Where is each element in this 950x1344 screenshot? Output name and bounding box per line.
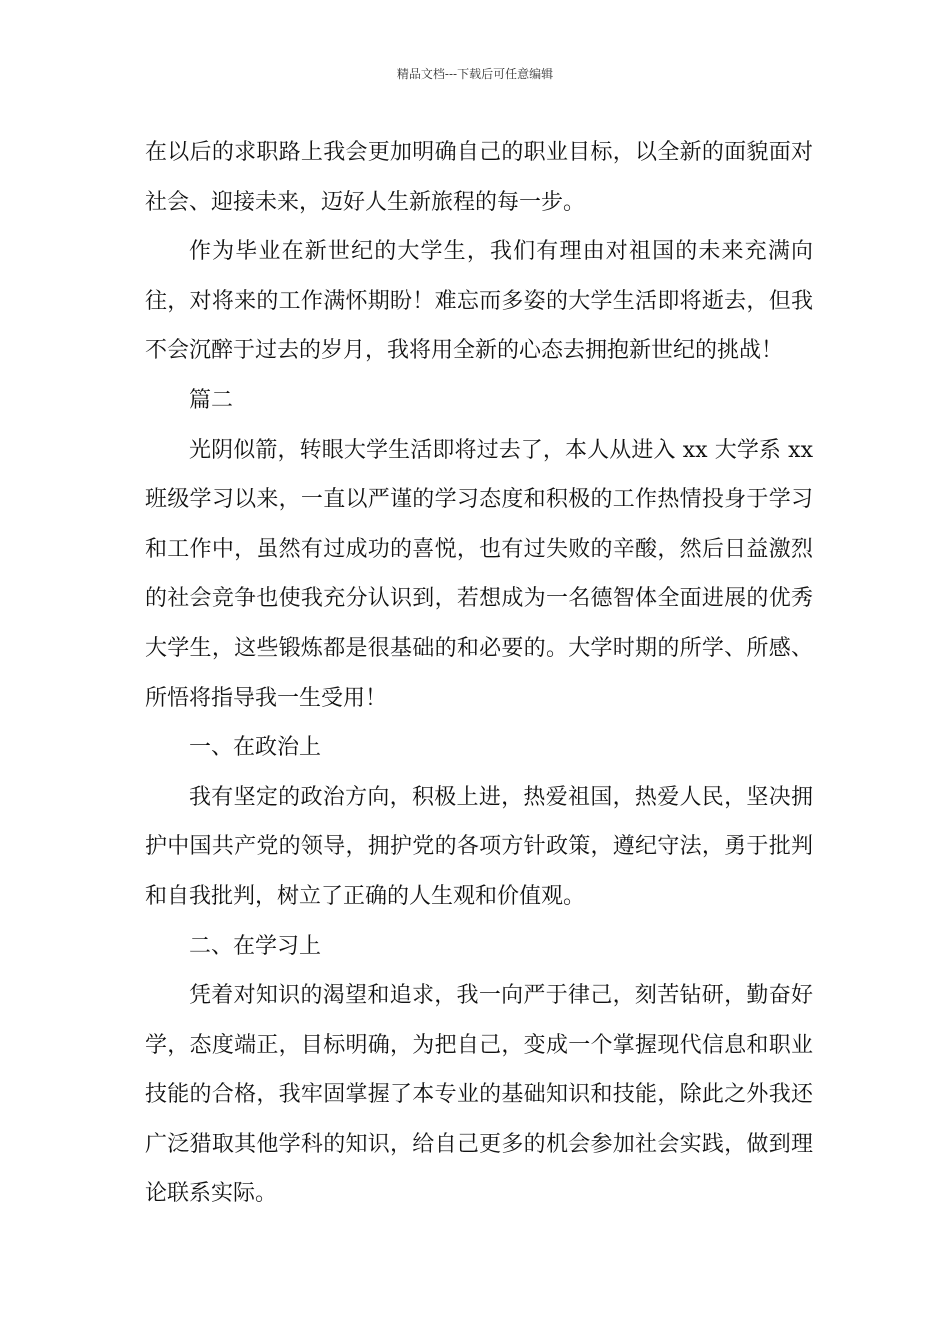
paragraph-5: 凭着对知识的渴望和追求，我一向严于律己，刻苦钻研，勤奋好学，态度端正，目标明确，为把自己，变成一个掌握现代信息和职业技能的合格，我牢固掌握了本专业的基础知识和技能，除此之外我还广泛猎取其他学科的知识，给自己更多的机会参加社会实践，做到理论联系实际。 xyxy=(145,983,813,1207)
document-body xyxy=(145,128,813,1219)
section-heading-politics: 一、在政治上 xyxy=(189,735,322,761)
paragraph-4: 我有坚定的政治方向，积极上进，热爱祖国，热爱人民，坚决拥护中国共产党的领导，拥护党的各项方针政策，遵纪守法，勇于批判和自我批判，树立了正确的人生观和价值观。 xyxy=(145,784,813,909)
paragraph-1: 在以后的求职路上我会更加明确自己的职业目标，以全新的面貌面对社会、迎接未来，迈好人生新旅程的每一步。 xyxy=(145,140,813,215)
page-header: 精品文档---下载后可任意编辑 xyxy=(396,67,554,81)
section-heading-study: 二、在学习上 xyxy=(189,933,322,959)
paragraph-2: 作为毕业在新世纪的大学生，我们有理由对祖国的未来充满向往，对将来的工作满怀期盼！难忘而多姿的大学生活即将逝去，但我不会沉醉于过去的岁月，我将用全新的心态去拥抱新世纪的挑战！ xyxy=(145,239,813,364)
section-heading-part-two: 篇二 xyxy=(189,387,234,413)
paragraph-3: 光阴似箭，转眼大学生活即将过去了，本人从进入 xx 大学系 xx 班级学习以来，一直以严谨的学习态度和积极的工作热情投身于学习和工作中，虽然有过成功的喜悦，也有过失败的辛酸，然后日益激烈的社会竞争也使我充分认识到，若想成为一名德智体全面进展的优秀大学生，这些锻炼都是很基础的和必要的。大学时期的所学、所感、所悟将指导我一生受用！ xyxy=(145,437,813,711)
